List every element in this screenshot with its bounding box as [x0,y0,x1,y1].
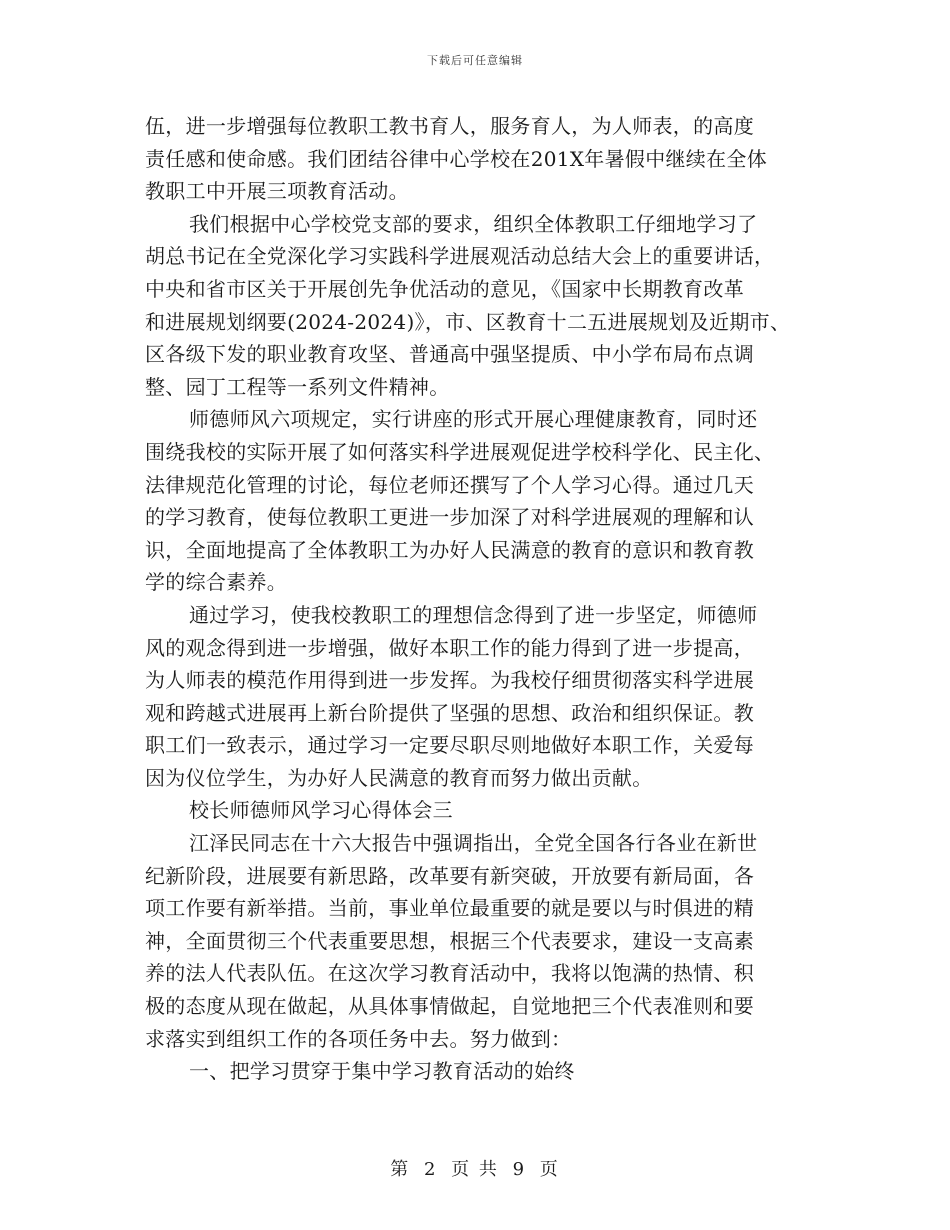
text-line: 求落实到组织工作的各项任务中去。努力做到： [145,1026,572,1051]
text-line: 区各级下发的职业教育攻坚、普通高中强坚提质、中小学布局布点调 [145,342,754,367]
text-line: 为人师表的模范作用得到进一步发挥。为我校仔细贯彻落实科学进展 [145,668,754,693]
text-line: 责任感和使命感。我们团结谷律中心学校在201X年暑假中继续在全体 [145,146,768,171]
text-line: 职工们一致表示，通过学习一定要尽职尽则地做好本职工作，关爱每 [145,733,754,758]
text-line: 江泽民同志在十六大报告中强调指出，全党全国各行各业在新世 [189,831,758,856]
text-line: 师德师风六项规定，实行讲座的形式开展心理健康教育，同时还 [189,407,758,432]
text-line: 神，全面贯彻三个代表重要思想，根据三个代表要求，建设一支高素 [145,928,754,953]
text-line: 我们根据中心学校党支部的要求，组织全体教职工仔细地学习了 [189,211,758,236]
footer-current-page: 2 [423,1159,438,1180]
page-footer [0,1155,950,1181]
header-note: 下载后可任意编辑 [427,54,523,67]
text-line: 因为仪位学生，为办好人民满意的教育而努力做出贡献。 [145,765,653,790]
text-line: 一、把学习贯穿于集中学习教育活动的始终 [189,1059,575,1084]
document-body [145,110,805,1088]
text-line: 风的观念得到进一步增强，做好本职工作的能力得到了进一步提高， [145,635,754,660]
text-line: 中央和省市区关于开展创先争优活动的意见，《国家中长期教育改革 [145,276,744,301]
footer-suffix: 页 [539,1159,560,1180]
text-line: 围绕我校的实际开展了如何落实科学进展观促进学校科学化、民主化、 [145,439,775,464]
footer-middle: 页 共 [451,1159,499,1180]
text-line: 伍，进一步增强每位教职工教书育人，服务育人，为人师表，的高度 [145,114,754,138]
text-line: 教职工中开展三项教育活动。 [145,179,409,204]
text-line: 学的综合素养。 [145,570,288,595]
text-line: 项工作要有新举措。当前，事业单位最重要的就是要以与时俱进的精 [145,896,754,921]
text-line: 观和跨越式进展再上新台阶提供了坚强的思想、政治和组织保证。教 [145,700,754,725]
text-line: 胡总书记在全党深化学习实践科学进展观活动总结大会上的重要讲话， [145,244,775,269]
text-line: 识，全面地提高了全体教职工为办好人民满意的教育的意识和教育教 [145,537,754,562]
text-line: 极的态度从现在做起，从具体事情做起，自觉地把三个代表准则和要 [145,994,754,1019]
text-line: 整、园丁工程等一系列文件精神。 [145,374,450,399]
text-line: 纪新阶段，进展要有新思路，改革要有新突破，开放要有新局面，各 [145,863,754,888]
text-line: 法律规范化管理的讨论，每位老师还撰写了个人学习心得。通过几天 [145,472,754,497]
text-line: 通过学习，使我校教职工的理想信念得到了进一步坚定，师德师 [189,602,758,627]
footer-total-pages: 9 [512,1159,527,1180]
footer-prefix: 第 [390,1159,411,1180]
text-line: 养的法人代表队伍。在这次学习教育活动中，我将以饱满的热情、积 [145,961,754,986]
text-line: 和进展规划纲要(2024-2024)》，市、区教育十二五进展规划及近期市、 [145,309,791,334]
text-line: 校长师德师风学习心得体会三 [189,798,453,823]
text-line: 的学习教育，使每位教职工更进一步加深了对科学进展观的理解和认 [145,505,754,530]
